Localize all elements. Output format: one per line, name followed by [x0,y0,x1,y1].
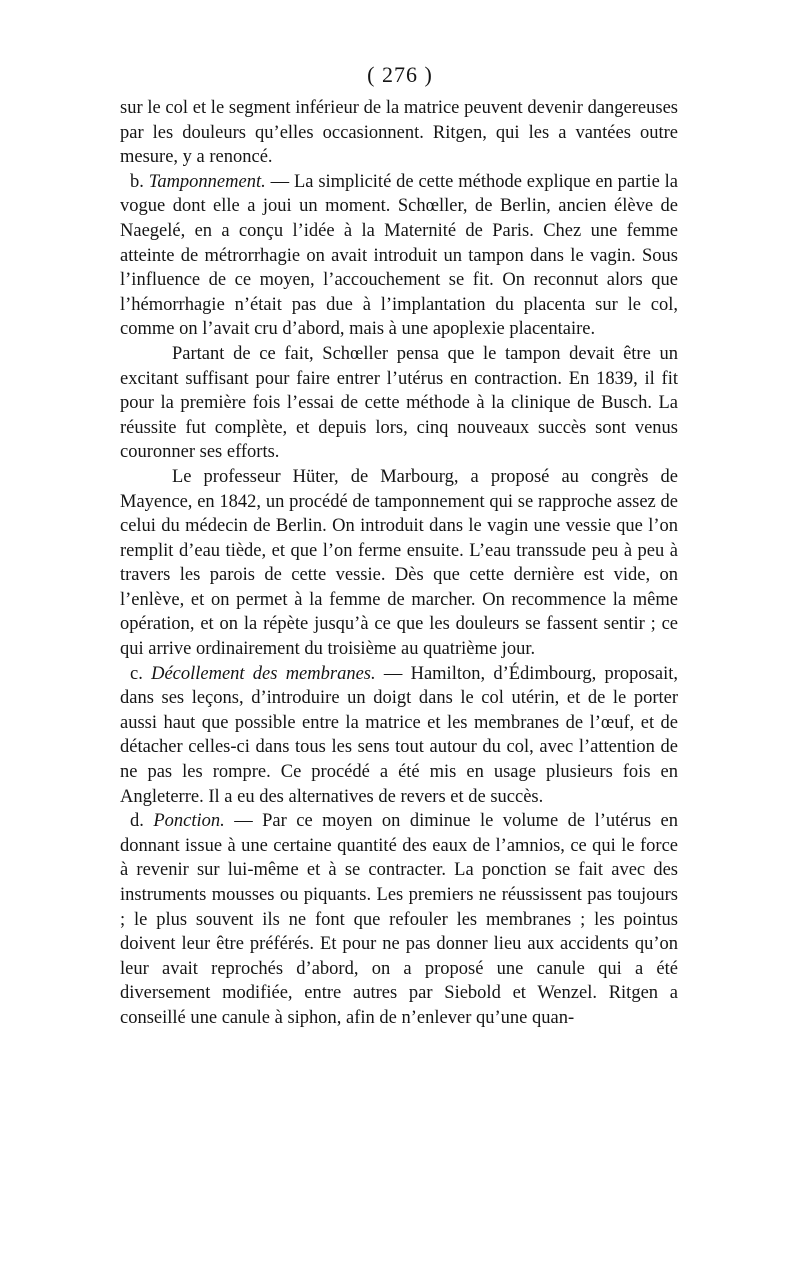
paragraph-text: Partant de ce fait, Schœller pensa que le tampon devait être un excitant suffisant pour faire entrer l’utérus en contraction. En 1839, il fit pour la première fois l’essai de cette méthode à la clinique de Busch. La réussite fut complète, et depuis lors, cinq nouveaux succès sont venus couronner ses efforts. [120,343,678,463]
paragraph-huter [120,465,678,662]
section-title: Tamponnement. [148,171,266,192]
paragraph-text: — Hamilton, d’Édimbourg, proposait, dans ses leçons, d’introduire un doigt dans le col utérin, et de le porter aussi haut que possible entre la matrice et les membranes de l’œuf, et de détacher celles-ci dans tous les sens tout autour du col, avec l’attention de ne pas les rompre. Ce procédé a été mis en usage plusieurs fois en Angleterre. Il a eu des alternatives de revers et de succès. [120,663,678,807]
section-letter: c. [130,663,152,684]
paragraph-text: — Par ce moyen on diminue le volume de l’utérus en donnant issue à une certaine quantité des eaux de l’amnios, ce qui le force à revenir sur lui-même et à se contracter. La ponction se fait avec des instruments mousses ou piquants. Les premiers ne réussissent pas toujours ; le plus souvent ils ne font que refouler les membranes ; les pointus doivent leur être préférés. Et pour ne pas donner lieu aux accidents qu’on leur avait reprochés d’abord, on a proposé une canule qui a été diversement modifiée, entre autres par Siebold et Wenzel. Ritgen a conseillé une canule à siphon, afin de n’enlever qu’une quan- [120,811,679,1028]
section-letter: b. [130,171,149,192]
body-text [120,96,678,1031]
paragraph-ponction [120,809,678,1030]
paragraph-decollement [120,662,678,810]
section-title: Décollement des membranes. [151,663,376,684]
paragraph-tamponnement [120,170,678,342]
paragraph-text: Le professeur Hüter, de Marbourg, a proposé au congrès de Mayence, en 1842, un procédé de tamponnement qui se rapproche assez de celui du médecin de Berlin. On introduit dans le vagin une vessie que l’on remplit d’eau tiède, et que l’on ferme ensuite. L’eau transsude peu à peu à travers les parois de cette vessie. Dès que cette dernière est vide, on l’enlève, et on permet à la femme de marcher. On recommence la même opération, et on la répète jusqu’à ce que les douleurs se fassent sentir ; ce qui arrive ordinairement du troisième au quatrième jour. [120,466,678,660]
paragraph-continuation [120,96,678,170]
section-letter: d. [130,811,154,832]
paragraph-text: — La simplicité de cette méthode explique en partie la vogue dont elle a joui un moment. Schœller, de Berlin, ancien élève de Naegelé, en a conçu l’idée à la Maternité de Paris. Chez une femme atteinte de métrorrhagie on avait introduit un tampon dans le vagin. Sous l’influence de ce moyen, l’accouchement se fit. On reconnut alors que l’hémorrhagie n’était pas due à l’implantation du placenta sur le col, comme on l’avait cru d’abord, mais à une apoplexie placentaire. [120,171,678,340]
paragraph-schoeller [120,342,678,465]
page-number: ( 276 ) [367,62,433,87]
section-title: Ponction. [153,811,225,832]
paragraph-text: sur le col et le segment inférieur de la matrice peuvent devenir dangereuses par les douleurs qu’elles occasionnent. Ritgen, qui les a vantées outre mesure, y a renoncé. [120,98,678,168]
